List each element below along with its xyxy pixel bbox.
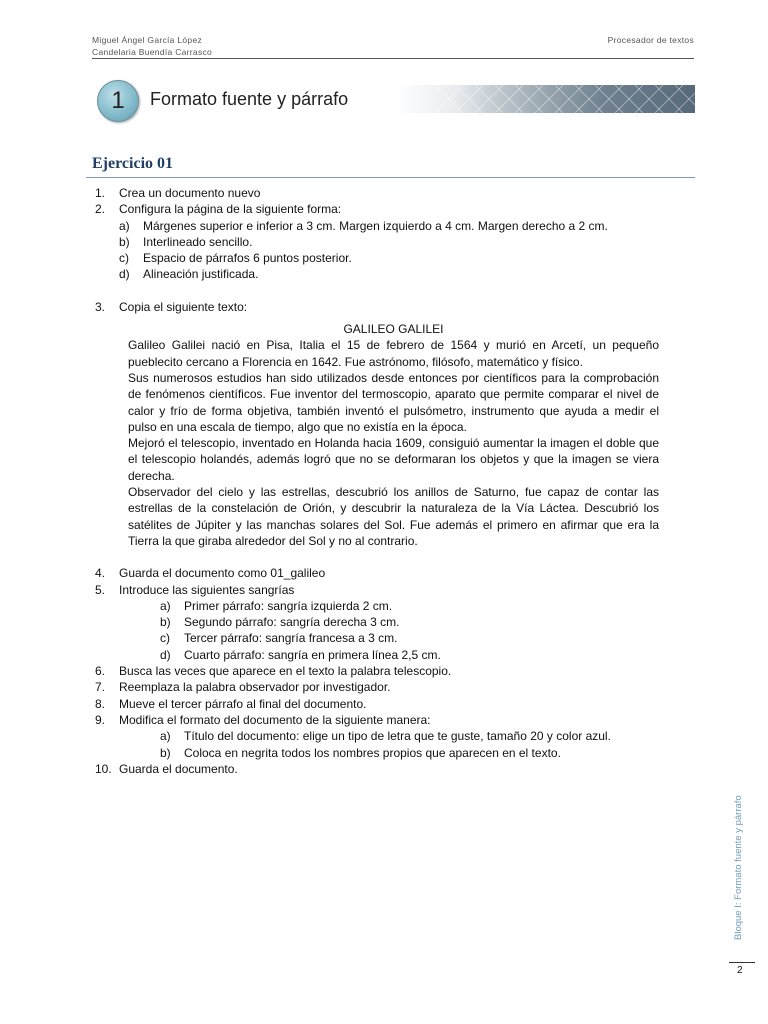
- item-text: Título del documento: elige un tipo de letra que te guste, tamaño 20 y color azul.: [184, 729, 611, 744]
- quote-paragraph-3: Mejoró el telescopio, inventado en Holanda hacia 1609, consiguió aumentar la imagen el doble que el telescopio holandés, además logró que no se deformaran los objetos y que la imagen se viera derecha.: [128, 436, 659, 483]
- item-number: a): [119, 218, 130, 233]
- item-text: Tercer párrafo: sangría francesa a 3 cm.: [184, 631, 398, 646]
- side-section-label: Bloque I: Formato fuente y párrafo: [733, 795, 744, 940]
- chapter-title: Formato fuente y párrafo: [150, 89, 349, 109]
- item-number: 3.: [95, 299, 106, 314]
- item-text: Introduce las siguientes sangrías: [119, 582, 295, 597]
- list-subitem: [95, 598, 659, 614]
- grid-pattern-icon: [435, 85, 695, 113]
- list-subitem: [95, 614, 659, 630]
- item-text: Alineación justificada.: [143, 267, 259, 282]
- item-text: Espacio de párrafos 6 puntos posterior.: [143, 251, 352, 266]
- item-text: Primer párrafo: sangría izquierda 2 cm.: [184, 598, 393, 613]
- item-text: Mueve el tercer párrafo al final del documento.: [119, 696, 367, 711]
- item-text: Cuarto párrafo: sangría en primera línea 2,5 cm.: [184, 647, 441, 662]
- item-text: Coloca en negrita todos los nombres propios que aparecen en el texto.: [184, 745, 561, 760]
- exercise-divider: [86, 177, 695, 178]
- list-subitem: [95, 266, 659, 282]
- list-item: [95, 663, 659, 679]
- header-author-2: Candelaria Buendía Carrasco: [92, 47, 213, 57]
- exercise-title: Ejercicio 01: [92, 155, 174, 172]
- item-text: Guarda el documento como 01_galileo: [119, 566, 326, 581]
- item-number: 7.: [95, 680, 106, 695]
- item-number: d): [160, 647, 171, 662]
- item-text: Copia el siguiente texto:: [119, 299, 248, 314]
- item-number: 9.: [95, 712, 106, 727]
- list-item: [95, 185, 659, 201]
- list-subitem: [95, 728, 659, 744]
- quote-paragraph-2: Sus numerosos estudios han sido utilizados desde entonces por científicos para la comprobación de fenómenos científicos. Fue inventor del termoscopio, aparato que permite comparar el nivel de calor y frío de forma objetiva, también inventó el pulsómetro, instrumento que ayuda a medir el pulso en una escala de tiempo, algo que no existía en la época.: [128, 370, 659, 434]
- header-doc-title: Procesador de textos: [607, 35, 694, 45]
- header-authors: [92, 34, 212, 58]
- header-author-1: Miguel Ángel García López: [92, 35, 203, 45]
- item-text: Interlineado sencillo.: [143, 234, 253, 249]
- item-number: 1.: [95, 186, 106, 200]
- list-subitem: [95, 234, 659, 250]
- chapter-number: 1: [97, 80, 139, 122]
- item-number: 4.: [95, 566, 106, 581]
- item-number: b): [119, 234, 130, 249]
- list-item: [95, 696, 659, 712]
- item-number: b): [160, 745, 171, 760]
- item-text: Modifica el formato del documento de la siguiente manera:: [119, 712, 431, 727]
- item-number: a): [160, 729, 171, 744]
- list-subitem: [95, 647, 659, 663]
- item-number: 10.: [95, 761, 112, 776]
- header-divider: [92, 58, 694, 59]
- exercise-list: [95, 185, 659, 777]
- item-text: Configura la página de la siguiente forma:: [119, 202, 342, 217]
- list-item: [95, 712, 659, 728]
- item-number: a): [160, 598, 171, 613]
- item-number: 5.: [95, 582, 106, 597]
- item-number: 8.: [95, 696, 106, 711]
- item-number: c): [119, 251, 129, 266]
- quoted-text-block: [128, 321, 659, 549]
- item-text: Busca las veces que aparece en el texto la palabra telescopio.: [119, 664, 452, 679]
- chapter-banner: [97, 83, 695, 125]
- list-item: [95, 679, 659, 695]
- list-item: [95, 299, 659, 315]
- item-text: Crea un documento nuevo: [119, 186, 261, 200]
- item-text: Reemplaza la palabra observador por investigador.: [119, 680, 391, 695]
- page-number: 2: [737, 965, 743, 976]
- list-subitem: [95, 250, 659, 266]
- quote-paragraph-1: Galileo Galilei nació en Pisa, Italia el 15 de febrero de 1564 y murió en Arcetí, un pequeño pueblecito cercano a Florencia en 1642. Fue astrónomo, filósofo, matemático y físico.: [128, 338, 659, 369]
- list-item: [95, 761, 659, 777]
- item-number: 6.: [95, 664, 106, 679]
- list-subitem: [95, 745, 659, 761]
- item-number: d): [119, 267, 130, 282]
- list-item: [95, 201, 659, 217]
- list-subitem: [95, 218, 659, 234]
- item-number: c): [160, 631, 170, 646]
- quote-paragraph-4: Observador del cielo y las estrellas, descubrió los anillos de Saturno, fue capaz de contar las estrellas de la constelación de Orión, y descubrir la naturaleza de la Vía Láctea. Descubrió los satélites de Júpiter y las manchas solares del Sol. Fue además el primero en afirmar que era la Tierra la que giraba alrededor del Sol y no al contrario.: [128, 485, 659, 548]
- item-number: b): [160, 615, 171, 630]
- item-text: Segundo párrafo: sangría derecha 3 cm.: [184, 615, 400, 630]
- quote-title: GALILEO GALILEI: [343, 322, 444, 337]
- footer-divider: [729, 962, 755, 963]
- list-item: [95, 565, 659, 581]
- list-subitem: [95, 630, 659, 646]
- list-item: [95, 582, 659, 598]
- item-text: Márgenes superior e inferior a 3 cm. Margen izquierdo a 4 cm. Margen derecho a 2 cm.: [143, 218, 608, 233]
- item-number: 2.: [95, 202, 106, 217]
- item-text: Guarda el documento.: [119, 761, 238, 776]
